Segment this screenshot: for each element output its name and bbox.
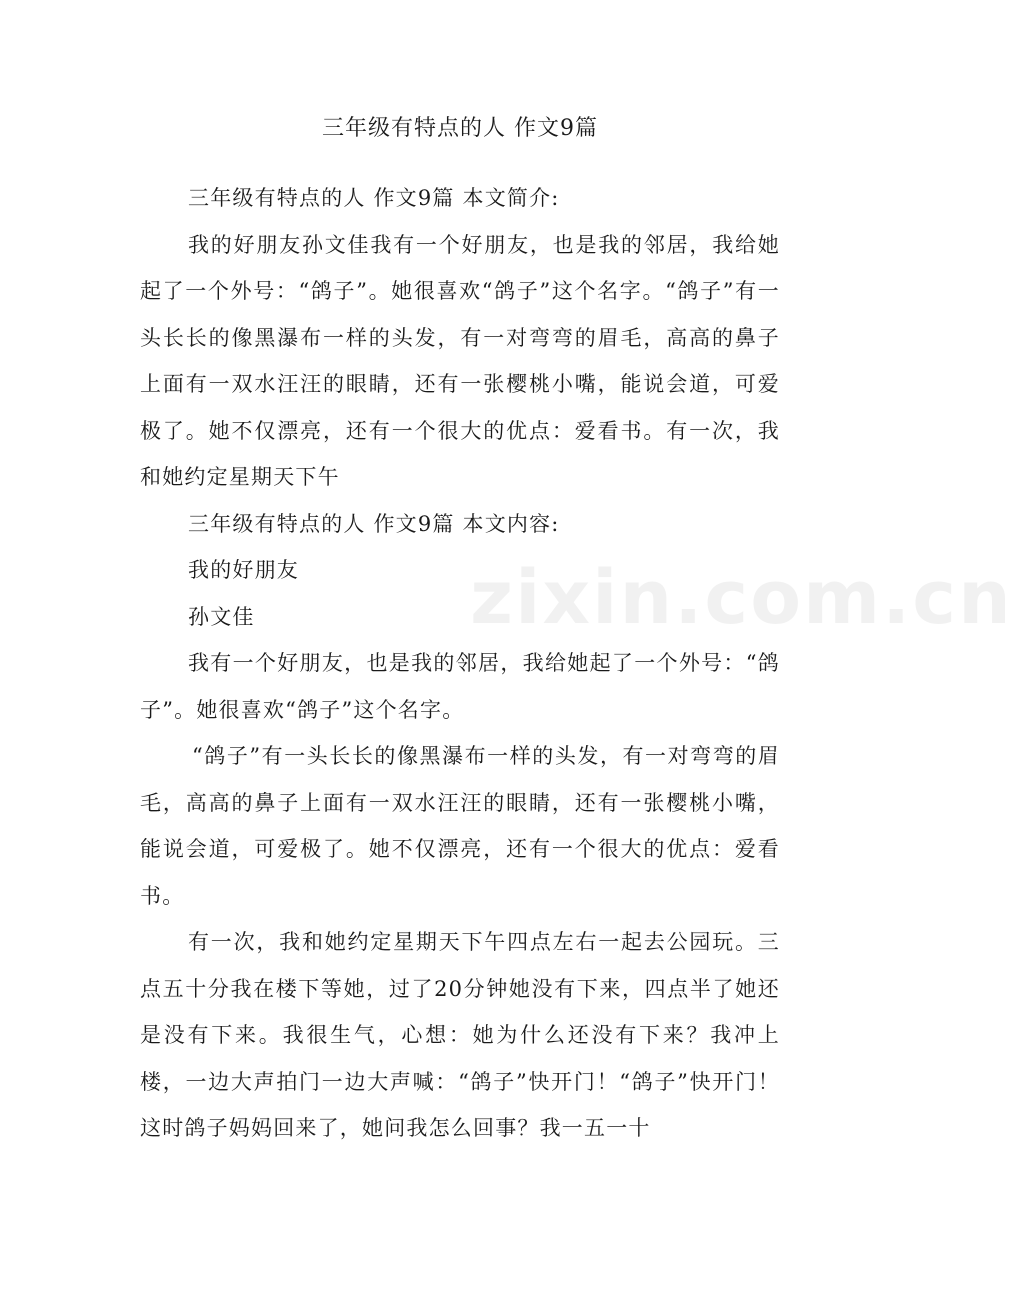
document-body [140,175,780,1152]
intro-heading: 三年级有特点的人 作文9篇 本文简介: [188,186,560,210]
document-title: 三年级有特点的人 作文9篇 [322,116,598,141]
content-heading: 三年级有特点的人 作文9篇 本文内容: [188,511,560,536]
essay-title: 我的好朋友 [188,558,299,582]
essay-paragraph: “鸽子”有一头长长的像黑瀑布一样的头发，有一对弯弯的眉毛，高高的鼻子上面有一双水汪汪的眼睛，还有一张樱桃小嘴，能说会道，可爱极了。她不仅漂亮，还有一个很大的优点：爱看书。 [140,744,780,908]
essay-paragraph: 我有一个好朋友，也是我的邻居，我给她起了一个外号：“鸽子”。她很喜欢“鸽子”这个名字。 [140,651,780,722]
watermark: zixin.com.cn [470,555,1013,641]
intro-paragraph: 我的好朋友孙文佳我有一个好朋友，也是我的邻居，我给她起了一个外号：“鸽子”。她很喜欢“鸽子”这个名字。“鸽子”有一头长长的像黑瀑布一样的头发，有一对弯弯的眉毛，高高的鼻子上面有一双水汪汪的眼睛，还有一张樱桃小嘴，能说会道，可爱极了。她不仅漂亮，还有一个很大的优点：爱看书。有一次，我和她约定星期天下午 [140,232,780,489]
essay-paragraph: 有一次，我和她约定星期天下午四点左右一起去公园玩。三点五十分我在楼下等她，过了20分钟她没有下来，四点半了她还是没有下来。我很生气，心想：她为什么还没有下来？我冲上楼，一边大声拍门一边大声喊：“鸽子”快开门！“鸽子”快开门！这时鸽子妈妈回来了，她问我怎么回事？我一五一十 [140,930,780,1140]
essay-author: 孙文佳 [188,604,255,629]
